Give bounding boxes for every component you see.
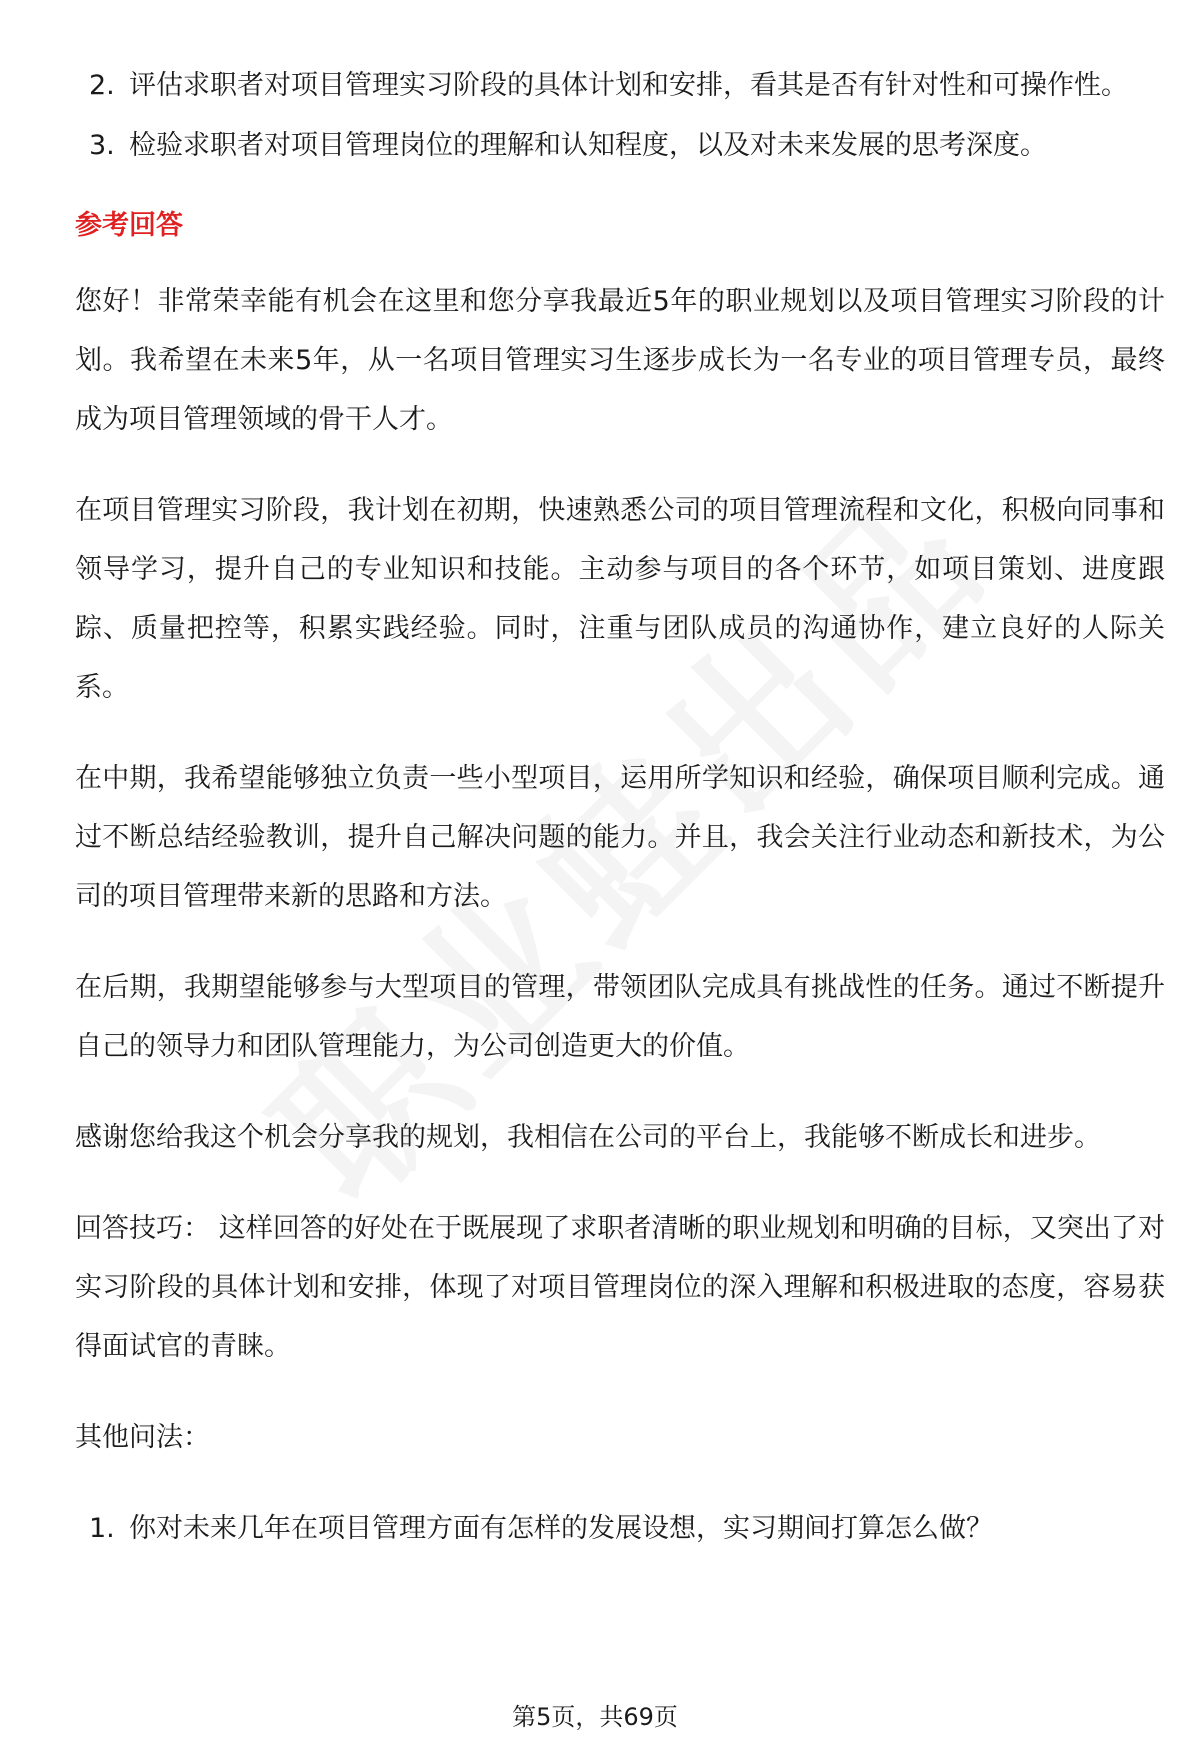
section-heading: 参考回答 <box>75 210 183 241</box>
list-item-number: 1. <box>89 1513 115 1544</box>
other-questions-label: 其他问法： <box>75 1422 210 1453</box>
answer-tips-paragraph: 回答技巧： 这样回答的好处在于既展现了求职者清晰的职业规划和明确的目标，又突出了对实习阶段的具体计划和安排，体现了对项目管理岗位的深入理解和积极进取的态度，容易获得面试官的青睐。 <box>75 1213 1165 1362</box>
answer-paragraph-late-stage: 在后期，我期望能够参与大型项目的管理，带领团队完成具有挑战性的任务。通过不断提升自己的领导力和团队管理能力，为公司创造更大的价值。 <box>75 972 1165 1062</box>
list-item-number: 3. <box>89 130 115 161</box>
top-numbered-list <box>75 56 1165 176</box>
list-item-number: 2. <box>89 70 115 101</box>
answer-paragraph-intro: 您好！非常荣幸能有机会在这里和您分享我最近5年的职业规划以及项目管理实习阶段的计划。我希望在未来5年，从一名项目管理实习生逐步成长为一名专业的项目管理专员，最终成为项目管理领域的骨干人才。 <box>75 286 1165 435</box>
list-item-text: 评估求职者对项目管理实习阶段的具体计划和安排，看其是否有针对性和可操作性。 <box>129 70 1128 101</box>
list-item <box>75 1499 1165 1559</box>
list-item <box>75 116 1165 176</box>
list-item-text: 检验求职者对项目管理岗位的理解和认知程度，以及对未来发展的思考深度。 <box>129 130 1047 161</box>
page-content <box>75 56 1165 1559</box>
list-item <box>75 56 1165 116</box>
list-item-text: 你对未来几年在项目管理方面有怎样的发展设想，实习期间打算怎么做？ <box>129 1513 993 1544</box>
answer-paragraph-thanks: 感谢您给我这个机会分享我的规划，我相信在公司的平台上，我能够不断成长和进步。 <box>75 1122 1101 1153</box>
answer-paragraph-mid-stage: 在中期，我希望能够独立负责一些小型项目，运用所学知识和经验，确保项目顺利完成。通过不断总结经验教训，提升自己解决问题的能力。并且，我会关注行业动态和新技术，为公司的项目管理带来新的思路和方法。 <box>75 763 1165 912</box>
page-number-footer: 第5页，共69页 <box>512 1703 678 1731</box>
bottom-numbered-list <box>75 1499 1165 1559</box>
answer-paragraph-early-stage: 在项目管理实习阶段，我计划在初期，快速熟悉公司的项目管理流程和文化，积极向同事和领导学习，提升自己的专业知识和技能。主动参与项目的各个环节，如项目策划、进度跟踪、质量把控等，积累实践经验。同时，注重与团队成员的沟通协作，建立良好的人际关系。 <box>75 495 1165 703</box>
